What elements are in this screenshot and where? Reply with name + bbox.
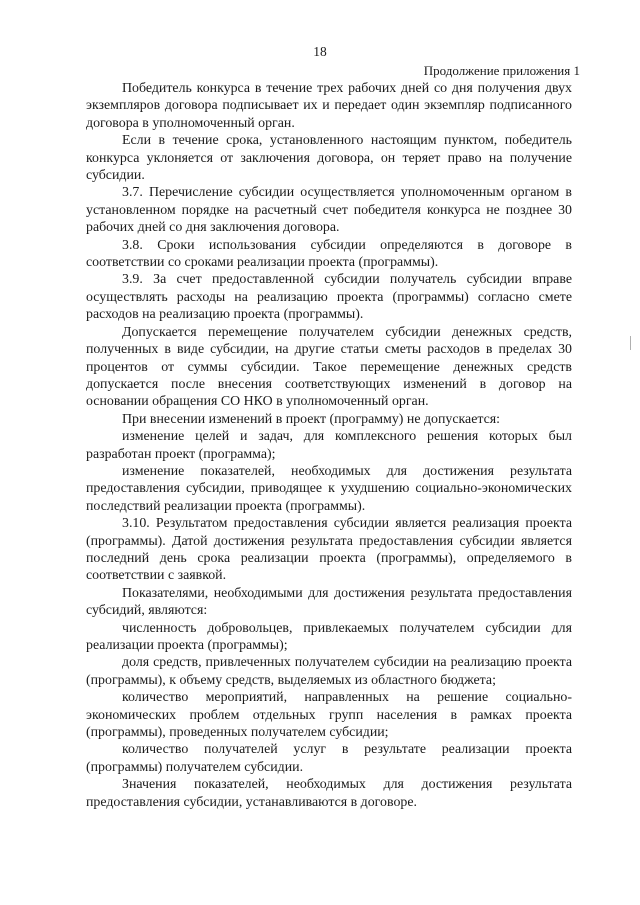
margin-scan-mark: [630, 336, 634, 350]
paragraph: 3.9. За счет предоставленной субсидии получатель субсидии вправе осуществлять расходы на реализацию проекта (программы) согласно смете расходов на реализацию проекта (программы).: [86, 272, 572, 323]
paragraph: Победитель конкурса в течение трех рабочих дней со дня получения двух экземпляров договора подписывает их и передает один экземпляр подписанного договора в уполномоченный орган.: [86, 81, 572, 131]
document-body: [86, 80, 572, 811]
paragraph: изменение целей и задач, для комплексного решения которых был разработан проект (программа);: [86, 429, 572, 462]
paragraph: Показателями, необходимыми для достижения результата предоставления субсидий, являются:: [86, 585, 572, 619]
paragraph: количество мероприятий, направленных на решение социально-экономических проблем отдельных групп населения в рамках проекта (программы), проведенных получателем субсидии;: [86, 690, 572, 741]
appendix-continuation-note: Продолжение приложения 1: [423, 63, 580, 78]
paragraph: численность добровольцев, привлекаемых получателем субсидии для реализации проекта (программы);: [86, 620, 572, 653]
page-number: 18: [313, 44, 327, 59]
paragraph: Допускается перемещение получателем субсидии денежных средств, полученных в виде субсидии, на другие статьи сметы расходов в пределах 30 процентов от суммы субсидии. Такое перемещение денежных средств допускается после внесения соответствующих изменений в договор на основании обращения СО НКО в уполномоченный орган.: [86, 324, 572, 410]
paragraph: 3.8. Сроки использования субсидии определяются в договоре в соответствии со сроками реализации проекта (программы).: [86, 237, 572, 271]
paragraph: Если в течение срока, установленного настоящим пунктом, победитель конкурса уклоняется от заключения договора, он теряет право на получение субсидии.: [86, 133, 572, 184]
paragraph: При внесении изменений в проект (программу) не допускается:: [122, 411, 501, 427]
paragraph: доля средств, привлеченных получателем субсидии на реализацию проекта (программы), к объему средств, выделяемых из областного бюджета;: [86, 655, 572, 688]
paragraph: 3.10. Результатом предоставления субсидии является реализация проекта (программы). Датой достижения результата предоставления субсидии является последний день срока реализации проекта (программы), определяемого в соответствии с заявкой.: [86, 516, 572, 584]
paragraph: Значения показателей, необходимых для достижения результата предоставления субсидии, устанавливаются в договоре.: [86, 777, 572, 810]
paragraph: количество получателей услуг в результате реализации проекта (программы) получателем субсидии.: [86, 742, 572, 775]
paragraph: 3.7. Перечисление субсидии осуществляется уполномоченным органом в установленном порядке на расчетный счет победителя конкурса не позднее 30 рабочих дней со дня заключения договора.: [86, 185, 572, 236]
paragraph: изменение показателей, необходимых для достижения результата предоставления субсидии, приводящее к ухудшению социально-экономических последствий реализации проекта (программы).: [86, 463, 572, 514]
